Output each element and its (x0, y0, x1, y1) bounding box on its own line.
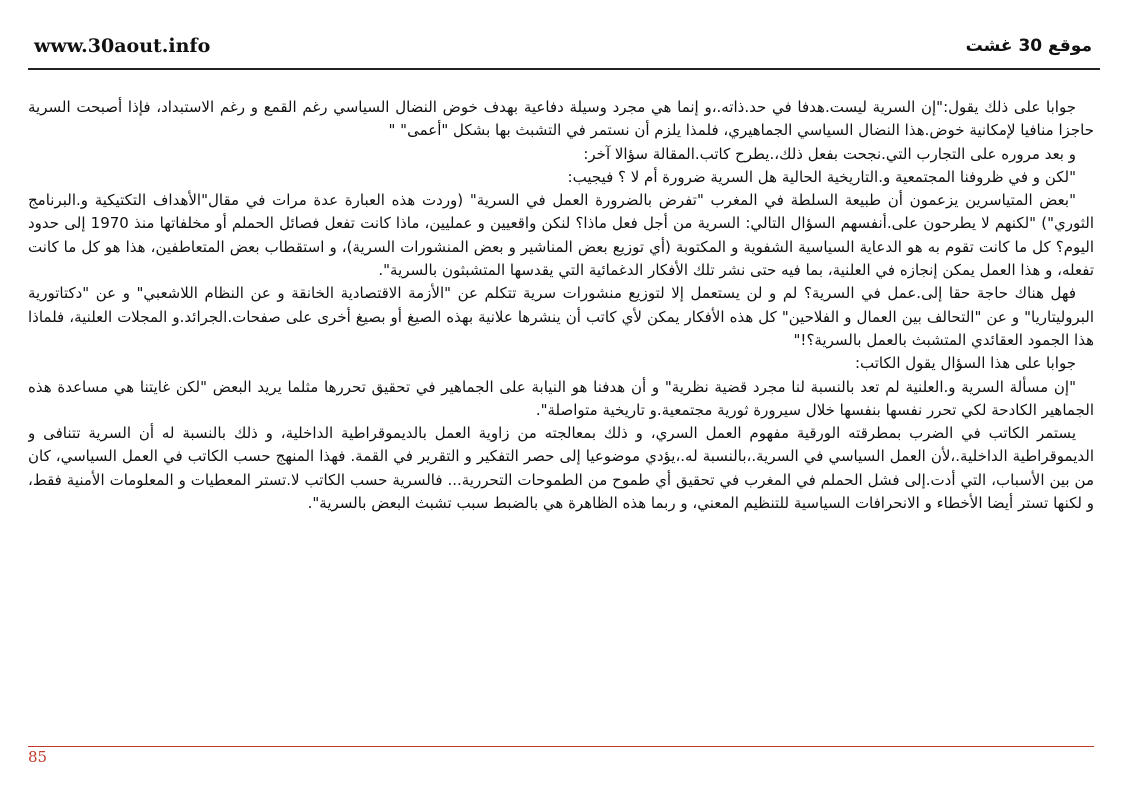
page-header (28, 30, 1100, 70)
paragraph-1: جوابا على ذلك يقول:"إن السرية ليست.هدفا في حد.ذاته.،و إنما هي مجرد وسيلة دفاعية بهدف خوض النضال السياسي رغم القمع و رغم الاستبداد، فإذا أصبحت السرية حاجزا منافيا لإمكانية خوض.هذا النضال السياسي الجماهيري، فلمذا يلزم أن نستمر في التشبث بها بشكل "أعمى" " (28, 98, 1094, 140)
article-body (28, 96, 1094, 738)
site-url: www.30aout.info (34, 35, 211, 57)
page-number: 85 (28, 748, 48, 766)
site-title: موقع 30 غشت (965, 36, 1092, 56)
paragraph-3: "لكن و في ظروفنا المجتمعية و.التاريخية الحالية هل السرية ضرورة أم لا ؟ فيجيب: (567, 167, 1076, 186)
paragraph-8: يستمر الكاتب في الضرب بمطرقته الورقية مفهوم العمل السري، و ذلك بمعالجته من زاوية العمل بالديموقراطية الداخلية، و ذلك بالنسبة له أن السرية تتنافى و الديموقراطية الداخلية.،لأن العمل السياسي في السرية.،بالنسبة له.،يؤدي موضوعيا إلى حصر التفكير و التقرير في القمة. فهذا المنهج حسب الكاتب في العمل السياسي، كان من بين الأسباب، التي أدت.إلى فشل الحملم في المغرب في تحقيق أي طموح من الطموحات التحررية... فالسرية حسب الكاتب لا.تستر المعطيات و المعلومات الأمنية فقط، و لكنها تستر أيضا الأخطاء و الانحرافات السياسية للتنظيم المعني، و ربما هذه الظاهرة هي بالضبط سبب تشبث البعض بالسرية". (28, 424, 1094, 513)
paragraph-7: "إن مسألة السرية و.العلنية لم تعد بالنسبة لنا مجرد قضية نظرية" و أن هدفنا هو النيابة على الجماهير في تحقيق تحررها مثلما يريد البعض "لكن غايتنا هي مساعدة هذه الجماهير الكادحة لكي تحرر نفسها بنفسها خلال سيرورة ثورية مجتمعية.و تاريخية متواصلة". (28, 377, 1094, 419)
footer-divider (28, 746, 1094, 747)
header-divider (28, 68, 1100, 70)
paragraph-6: جوابا على هذا السؤال يقول الكاتب: (854, 354, 1076, 373)
paragraph-2: و بعد مروره على التجارب التي.نجحت بفعل ذلك،.يطرح كاتب.المقالة سؤالا آخر: (583, 144, 1076, 163)
paragraph-5: فهل هناك حاجة حقا إلى.عمل في السرية؟ لم و لن يستعمل إلا لتوزيع منشورات سرية تتكلم عن "الأزمة الاقتصادية الخانقة و عن النظام اللاشعبي" و عن "دكتاتورية البروليتاريا" و عن "التحالف بين العمال و الفلاحين" كل هذه الأفكار يمكن لأي كاتب أن ينشرها علانية بهذه الصيغ أو بصيغ أخرى على صفحات.الجرائد.و المجلات العلنية، فلماذا هذا الجمود العقائدي المتشبث بالعمل بالسرية؟!" (28, 284, 1094, 349)
paragraph-4: "بعض المتياسرين يزعمون أن طبيعة السلطة في المغرب "تفرض بالضرورة العمل في السرية" (وردت هذه العبارة عدة مرات في مقال"الأهداف التكتيكية و.البرنامج الثوري") "لكنهم لا يطرحون على.أنفسهم السؤال التالي: السرية من أجل فعل ماذا؟ لنكن واقعيين و عمليين، ماذا كانت تفعل فصائل الحملم أو مخلفاتها منذ 1970 إلى حدود اليوم؟ كل ما كانت تقوم به هو الدعاية السياسية الشفوية و المكتوبة (أي توزيع بعض المناشير و بعض المنشورات السرية)، و استقطاب بعض المتعاطفين، هذا هو كل ما كانت تفعله، و هذا العمل يمكن إنجازه في العلنية، بما فيه حتى نشر تلك الأفكار الدغمائية التي يقدسها المتشبثون بالسرية". (28, 191, 1094, 280)
